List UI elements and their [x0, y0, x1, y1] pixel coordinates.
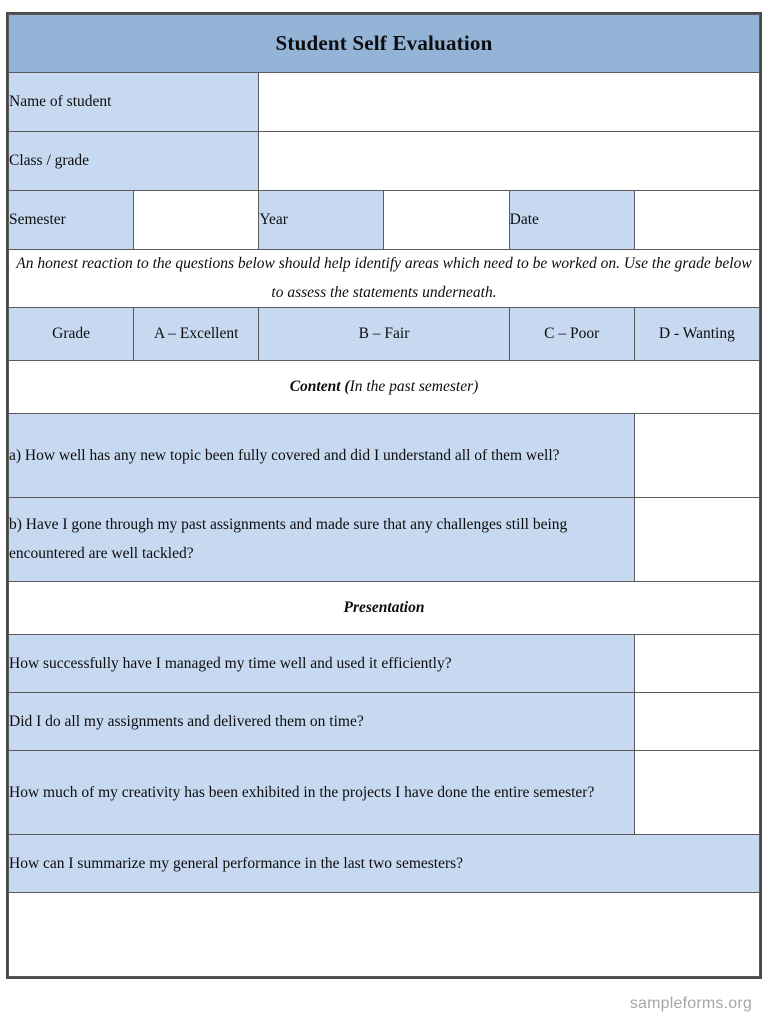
section-heading-content-row — [9, 361, 760, 414]
grade-scale-header: Grade — [9, 308, 134, 361]
question-row — [9, 498, 760, 582]
name-value-field[interactable] — [259, 73, 760, 132]
year-value-field[interactable] — [384, 191, 509, 250]
section-heading-presentation — [9, 582, 760, 635]
class-label: Class / grade — [9, 132, 259, 191]
form-table — [8, 14, 760, 977]
summary-answer-field[interactable] — [9, 893, 760, 977]
title-row — [9, 15, 760, 73]
section-heading-content — [9, 361, 760, 414]
question-text: How successfully have I managed my time well and used it efficiently? — [9, 635, 635, 693]
summary-question-text: How can I summarize my general performance in the last two semesters? — [9, 835, 760, 893]
student-self-evaluation-form — [6, 12, 762, 979]
question-row — [9, 751, 760, 835]
class-value-field[interactable] — [259, 132, 760, 191]
instructions-row — [9, 250, 760, 308]
question-text: b) Have I gone through my past assignments and made sure that any challenges still being encountered are well tackled? — [9, 498, 635, 582]
instructions-text: An honest reaction to the questions below should help identify areas which need to be worked on. Use the grade below to assess the statements underneath. — [9, 250, 760, 308]
question-answer-field[interactable] — [634, 751, 759, 835]
semester-label: Semester — [9, 191, 134, 250]
section-heading-presentation-strong: Presentation — [343, 599, 425, 616]
grade-scale-row — [9, 308, 760, 361]
date-value-field[interactable] — [634, 191, 759, 250]
section-heading-content-strong: Content ( — [289, 378, 350, 395]
question-text: a) How well has any new topic been fully covered and did I understand all of them well? — [9, 414, 635, 498]
name-row — [9, 73, 760, 132]
grade-option-d: D - Wanting — [634, 308, 759, 361]
section-heading-content-rest: In the past semester) — [349, 378, 479, 395]
question-text: Did I do all my assignments and delivered them on time? — [9, 693, 635, 751]
form-title-cell — [9, 15, 760, 73]
question-answer-field[interactable] — [634, 498, 759, 582]
question-row — [9, 635, 760, 693]
name-label: Name of student — [9, 73, 259, 132]
question-answer-field[interactable] — [634, 414, 759, 498]
question-text: How much of my creativity has been exhibited in the projects I have done the entire semester? — [9, 751, 635, 835]
section-heading-presentation-row — [9, 582, 760, 635]
watermark: sampleforms.org — [629, 995, 752, 1012]
grade-option-c: C – Poor — [509, 308, 634, 361]
summary-answer-row — [9, 893, 760, 977]
semester-year-date-row — [9, 191, 760, 250]
question-answer-field[interactable] — [634, 635, 759, 693]
semester-value-field[interactable] — [134, 191, 259, 250]
year-label: Year — [259, 191, 384, 250]
question-answer-field[interactable] — [634, 693, 759, 751]
grade-option-a: A – Excellent — [134, 308, 259, 361]
summary-question-row — [9, 835, 760, 893]
class-row — [9, 132, 760, 191]
grade-option-b: B – Fair — [259, 308, 509, 361]
question-row — [9, 693, 760, 751]
page-title: Student Self Evaluation — [275, 31, 493, 56]
date-label: Date — [509, 191, 634, 250]
question-row — [9, 414, 760, 498]
